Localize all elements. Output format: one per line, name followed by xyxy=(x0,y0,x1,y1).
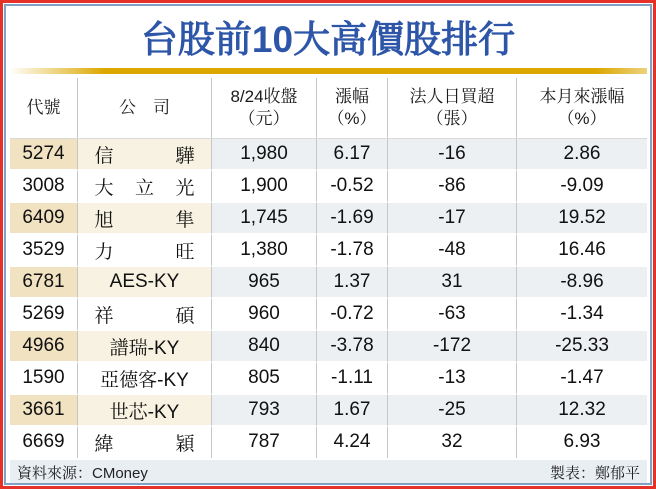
cell-month: -1.47 xyxy=(517,363,647,395)
cell-netbuy: -16 xyxy=(388,139,517,171)
cell-code: 4966 xyxy=(10,331,78,363)
header-code: 代號 xyxy=(10,78,78,138)
cell-close: 793 xyxy=(212,395,317,427)
cell-netbuy: 31 xyxy=(388,267,517,299)
cell-month: 2.86 xyxy=(517,139,647,171)
inner-blue-frame xyxy=(4,4,652,485)
cell-change: 1.37 xyxy=(317,267,388,299)
table-footer xyxy=(10,460,647,484)
cell-change: -1.78 xyxy=(317,235,388,267)
header-close: 8/24收盤 （元） xyxy=(212,78,317,138)
cell-change: -1.69 xyxy=(317,203,388,235)
table-row xyxy=(10,427,647,459)
cell-change: -1.11 xyxy=(317,363,388,395)
cell-company xyxy=(78,139,212,171)
cell-close: 1,980 xyxy=(212,139,317,171)
data-source-label: 資料來源：CMoney xyxy=(17,464,148,482)
cell-month: -25.33 xyxy=(517,331,647,363)
cell-company: 亞德客-KY xyxy=(78,363,212,395)
cell-company xyxy=(78,299,212,331)
cell-company xyxy=(78,203,212,235)
cell-company xyxy=(78,235,212,267)
cell-month: -8.96 xyxy=(517,267,647,299)
cell-month: 6.93 xyxy=(517,427,647,459)
table-header-row xyxy=(10,78,647,139)
title-divider-bar xyxy=(9,68,647,74)
header-month: 本月來漲幅 （%） xyxy=(539,86,625,128)
cell-netbuy: -13 xyxy=(388,363,517,395)
cell-code: 5274 xyxy=(10,139,78,171)
company-name: 緯 穎 xyxy=(94,433,195,455)
stock-ranking-table xyxy=(10,78,647,484)
cell-company xyxy=(78,427,212,459)
cell-close: 965 xyxy=(212,267,317,299)
table-row xyxy=(10,139,647,171)
cell-company xyxy=(78,171,212,203)
cell-netbuy: -25 xyxy=(388,395,517,427)
cell-change: 1.67 xyxy=(317,395,388,427)
table-body xyxy=(10,139,647,459)
table-row xyxy=(10,395,647,427)
company-name: 力 旺 xyxy=(94,241,195,263)
cell-close: 840 xyxy=(212,331,317,363)
header-change: 漲幅 （%） xyxy=(317,78,388,138)
cell-close: 1,745 xyxy=(212,203,317,235)
cell-netbuy: -48 xyxy=(388,235,517,267)
header-netbuy: 法人日買超 （張） xyxy=(388,78,517,138)
cell-netbuy: -172 xyxy=(388,331,517,363)
company-name: 信 驊 xyxy=(94,145,195,167)
cell-month: 16.46 xyxy=(517,235,647,267)
cell-change: 6.17 xyxy=(317,139,388,171)
cell-month: -1.34 xyxy=(517,299,647,331)
table-row xyxy=(10,235,647,267)
cell-month: 19.52 xyxy=(517,203,647,235)
cell-change: -0.52 xyxy=(317,171,388,203)
cell-code: 6669 xyxy=(10,427,78,459)
cell-close: 805 xyxy=(212,363,317,395)
cell-code: 5269 xyxy=(10,299,78,331)
table-row xyxy=(10,267,647,299)
cell-code: 6781 xyxy=(10,267,78,299)
cell-netbuy: -63 xyxy=(388,299,517,331)
cell-company: AES-KY xyxy=(78,267,212,299)
cell-change: 4.24 xyxy=(317,427,388,459)
cell-close: 960 xyxy=(212,299,317,331)
table-row xyxy=(10,171,647,203)
cell-netbuy: -86 xyxy=(388,171,517,203)
cell-code: 3661 xyxy=(10,395,78,427)
cell-change: -3.78 xyxy=(317,331,388,363)
table-row xyxy=(10,331,647,363)
cell-month: -9.09 xyxy=(517,171,647,203)
company-name: 祥 碩 xyxy=(94,305,195,327)
page-title: 台股前10大高價股排行 xyxy=(140,19,516,60)
cell-netbuy: 32 xyxy=(388,427,517,459)
cell-company: 譜瑞-KY xyxy=(78,331,212,363)
cell-code: 1590 xyxy=(10,363,78,395)
cell-change: -0.72 xyxy=(317,299,388,331)
company-name: 大 立 光 xyxy=(94,177,195,199)
cell-close: 787 xyxy=(212,427,317,459)
cell-close: 1,380 xyxy=(212,235,317,267)
table-row xyxy=(10,203,647,235)
cell-code: 3529 xyxy=(10,235,78,267)
table-row xyxy=(10,363,647,395)
cell-code: 3008 xyxy=(10,171,78,203)
cell-code: 6409 xyxy=(10,203,78,235)
credit-label: 製表：鄭郁平 xyxy=(549,464,640,482)
cell-company: 世芯-KY xyxy=(78,395,212,427)
cell-netbuy: -17 xyxy=(388,203,517,235)
cell-month: 12.32 xyxy=(517,395,647,427)
cell-close: 1,900 xyxy=(212,171,317,203)
table-row xyxy=(10,299,647,331)
company-name: 旭 隼 xyxy=(94,209,195,231)
header-company: 公 司 xyxy=(78,78,212,138)
